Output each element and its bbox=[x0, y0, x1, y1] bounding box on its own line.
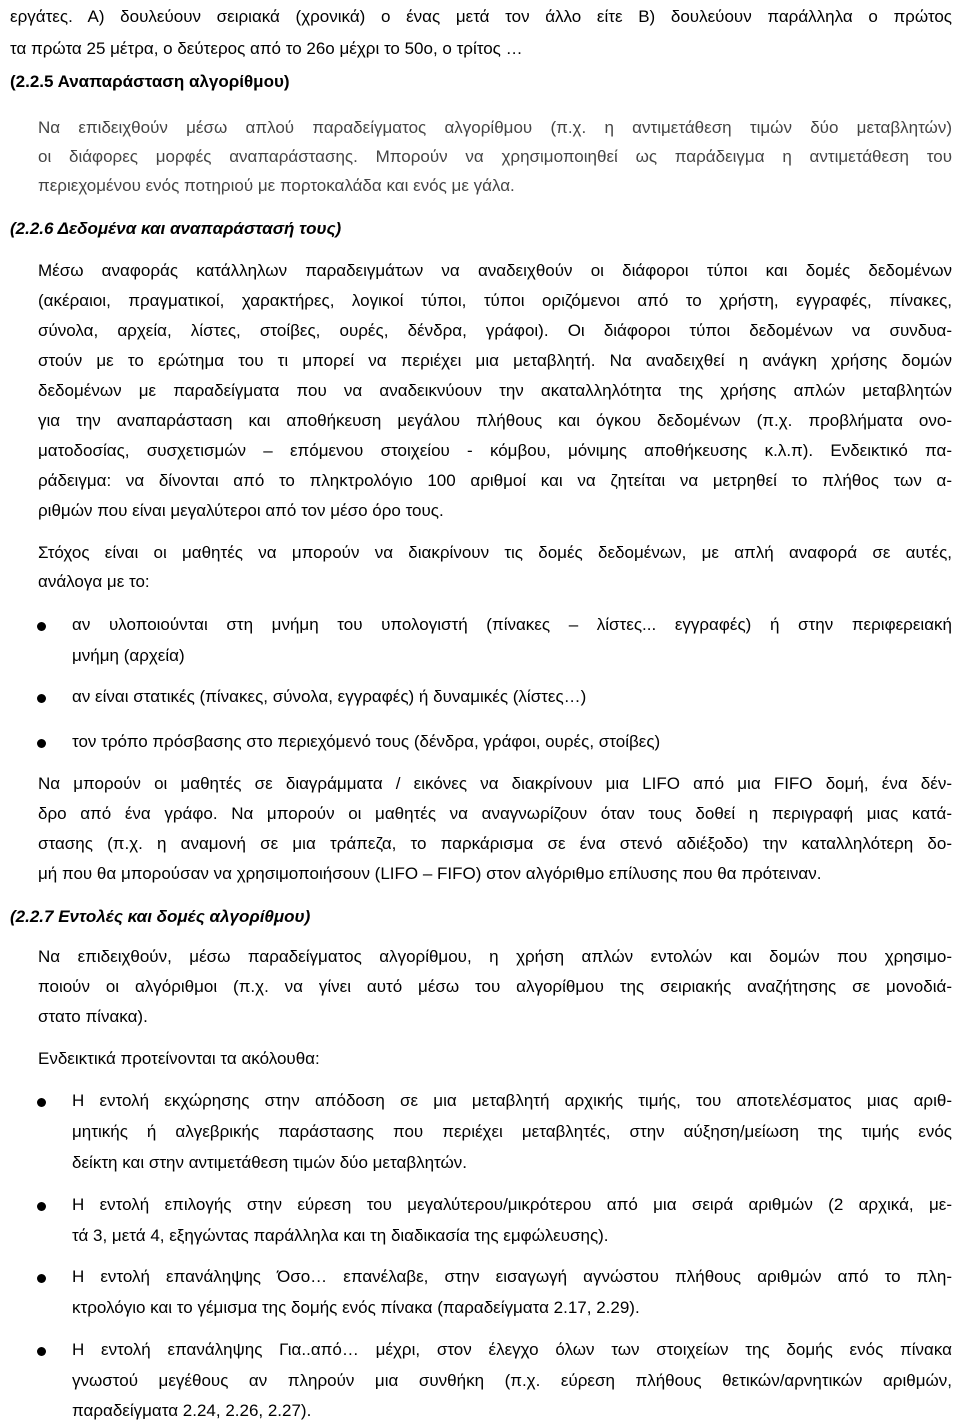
section-227-para1-line-2: ποιούν οι αλγόριθμοι (π.χ. να γίνει αυτό μέσω του αλγορίθμου της σειριακής αναζήτησης σε μονοδιά- bbox=[38, 977, 952, 996]
intro-line-1: εργάτες. Α) δουλεύουν σειριακά (χρονικά) ο ένας μετά τον άλλο είτε Β) δουλεύουν παράλληλα ο πρώτος bbox=[10, 7, 952, 26]
section-226-bullet-1-line-2: μνήμη (αρχεία) bbox=[72, 646, 185, 665]
section-227-bullet-1-line-3: δείκτη και στην αντιμετάθεση τιμών δύο μεταβλητών. bbox=[72, 1153, 468, 1172]
bullet-dot bbox=[37, 1202, 46, 1211]
section-227-para1-line-1: Να επιδειχθούν, μέσω παραδείγματος αλγορίθμου, η χρήση απλών εντολών και δομών που χρησιμο- bbox=[38, 947, 952, 966]
section-226-para1-line-1: Μέσω αναφοράς κατάλληλων παραδειγμάτων να αναδειχθούν οι διάφοροι τύποι και δομές δεδομένων bbox=[38, 261, 952, 280]
bullet-dot bbox=[37, 1274, 46, 1283]
section-225-line-2: οι διάφορες μορφές αναπαράστασης. Μπορούν να χρησιμοποιηθεί ως παράδειγμα η αντιμετάθεση του bbox=[38, 147, 952, 166]
section-226-para1-line-5: δεδομένων με παραδείγματα που να αναδεικνύουν την ακαταλληλότητα της χρήσης απλών μεταβλητών bbox=[38, 381, 952, 400]
section-226-para2-line-1: Στόχος είναι οι μαθητές να μπορούν να διακρίνουν τις δομές δεδομένων, με απλή αναφορά σε αυτές, bbox=[38, 543, 952, 562]
section-227-bullet-3-line-2: κτρολόγιο και το γέμισμα της δομής ενός πίνακα (παραδείγματα 2.17, 2.29). bbox=[72, 1298, 640, 1317]
section-227-heading: (2.2.7 Εντολές και δομές αλγορίθμου) bbox=[10, 907, 311, 926]
section-226-para1-line-8: ράδειγμα: να δίνονται από το πληκτρολόγιο 100 αριθμοί και να ζητείται να μετρηθεί το πλήθος των α- bbox=[38, 471, 952, 490]
bullet-dot bbox=[37, 622, 46, 631]
bullet-dot bbox=[37, 1347, 46, 1356]
section-226-bullet-1-line-1: αν υλοποιούνται στη μνήμη του υπολογιστή (πίνακες – λίστες... εγγραφές) ή στην περιφερειακή bbox=[72, 615, 952, 634]
section-225-line-1: Να επιδειχθούν μέσω απλού παραδείγματος αλγορίθμου (π.χ. η αντιμετάθεση τιμών δύο μεταβλητών) bbox=[38, 118, 952, 137]
section-227-bullet-2-line-2: τά 3, μετά 4, εξηγώντας παράλληλα και τη διαδικασία της εμφώλευσης). bbox=[72, 1226, 609, 1245]
section-225-line-3: περιεχομένου ενός ποτηριού με πορτοκαλάδα και ενός με γάλα. bbox=[38, 176, 515, 195]
section-226-para2-line-2: ανάλογα με το: bbox=[38, 572, 150, 591]
section-226-para3-line-3: στασης (π.χ. η αναμονή σε μια τράπεζα, το παρκάρισμα σε ένα στενό αδιέξοδο) την καταλληλότερη δο- bbox=[38, 834, 952, 853]
section-226-bullet-3: τον τρόπο πρόσβασης στο περιεχόμενό τους (δένδρα, γράφοι, ουρές, στοίβες) bbox=[72, 732, 661, 751]
bullet-dot bbox=[37, 739, 46, 748]
section-226-para1-line-9: ριθμών που είναι μεγαλύτεροι από τον μέσο όρο τους. bbox=[38, 501, 444, 520]
section-227-bullet-4-line-3: παραδείγματα 2.24, 2.26, 2.27). bbox=[72, 1401, 312, 1420]
section-226-para1-line-7: ματοδοσίας, συσχετισμών – επόμενου στοιχείου - κόμβου, μόνιμης αποθήκευσης κ.λ.π). Ενδεικτικό πα- bbox=[38, 441, 952, 460]
section-227-bullet-3-line-1: Η εντολή επανάληψης Όσο… επανέλαβε, στην εισαγωγή αγνώστου πλήθους αριθμών από το πλη- bbox=[72, 1267, 952, 1286]
section-225-heading: (2.2.5 Αναπαράσταση αλγορίθμου) bbox=[10, 72, 290, 91]
section-226-para3-line-4: μή που θα μπορούσαν να χρησιμοποιήσουν (LIFO – FIFO) στον αλγόριθμο επίλυσης που θα πρότειναν. bbox=[38, 864, 822, 883]
section-227-bullet-1-line-2: μητικής ή αλγεβρικής παράστασης που περιέχει μεταβλητές, στην αύξηση/μείωση της τιμής ενός bbox=[72, 1122, 952, 1141]
section-226-para1-line-2: (ακέραιοι, πραγματικοί, χαρακτήρες, λογικοί τύποι, τύποι οριζόμενοι από το χρήστη, εγγραφές, πίνακες, bbox=[38, 291, 952, 310]
section-226-para1-line-4: στούν με το ερώτημα του τι μπορεί να περιέχει μια μεταβλητή. Να αναδειχθεί η ανάγκη χρήσης δομών bbox=[38, 351, 952, 370]
section-227-bullet-4-line-1: Η εντολή επανάληψης Για..από… μέχρι, στον έλεγχο όλων των στοιχείων της δομής ενός πίνακα bbox=[72, 1340, 952, 1359]
bullet-dot bbox=[37, 694, 46, 703]
section-227-bullet-2-line-1: Η εντολή επιλογής στην εύρεση του μεγαλύτερου/μικρότερου από μια σειρά αριθμών (2 αρχικά, με- bbox=[72, 1195, 952, 1214]
section-226-para1-line-3: σύνολα, αρχεία, λίστες, στοίβες, ουρές, δένδρα, γράφοι). Οι διάφοροι τύποι δεδομένων να συνδυα- bbox=[38, 321, 952, 340]
section-226-para1-line-6: για την αναπαράσταση και αποθήκευση μεγάλου πλήθους και όγκου δεδομένων (π.χ. προβλήματα ονο- bbox=[38, 411, 952, 430]
section-226-heading: (2.2.6 Δεδομένα και αναπαράστασή τους) bbox=[10, 219, 342, 238]
bullet-dot bbox=[37, 1098, 46, 1107]
section-227-para2: Ενδεικτικά προτείνονται τα ακόλουθα: bbox=[38, 1049, 320, 1068]
section-226-bullet-2: αν είναι στατικές (πίνακες, σύνολα, εγγραφές) ή δυναμικές (λίστες…) bbox=[72, 687, 587, 706]
section-227-para1-line-3: στατο πίνακα). bbox=[38, 1007, 148, 1026]
section-227-bullet-4-line-2: γνωστού μεγέθους αν πληρούν μια συνθήκη (π.χ. εύρεση πλήθους θετικών/αρνητικών αριθμών, bbox=[72, 1371, 952, 1390]
intro-line-2: τα πρώτα 25 μέτρα, ο δεύτερος από το 26ο μέχρι το 50ο, ο τρίτος … bbox=[10, 39, 523, 58]
section-227-bullet-1-line-1: Η εντολή εκχώρησης στην απόδοση σε μια μεταβλητή αρχικής τιμής, του αποτελέσματος μιας αριθ- bbox=[72, 1091, 952, 1110]
section-226-para3-line-1: Να μπορούν οι μαθητές σε διαγράμματα / εικόνες να διακρίνουν μια LIFO από μια FIFO δομή, ένα δέν- bbox=[38, 774, 952, 793]
section-226-para3-line-2: δρο από ένα γράφο. Να μπορούν οι μαθητές να αναγνωρίζουν όταν τους δοθεί η περιγραφή μιας κατά- bbox=[38, 804, 952, 823]
